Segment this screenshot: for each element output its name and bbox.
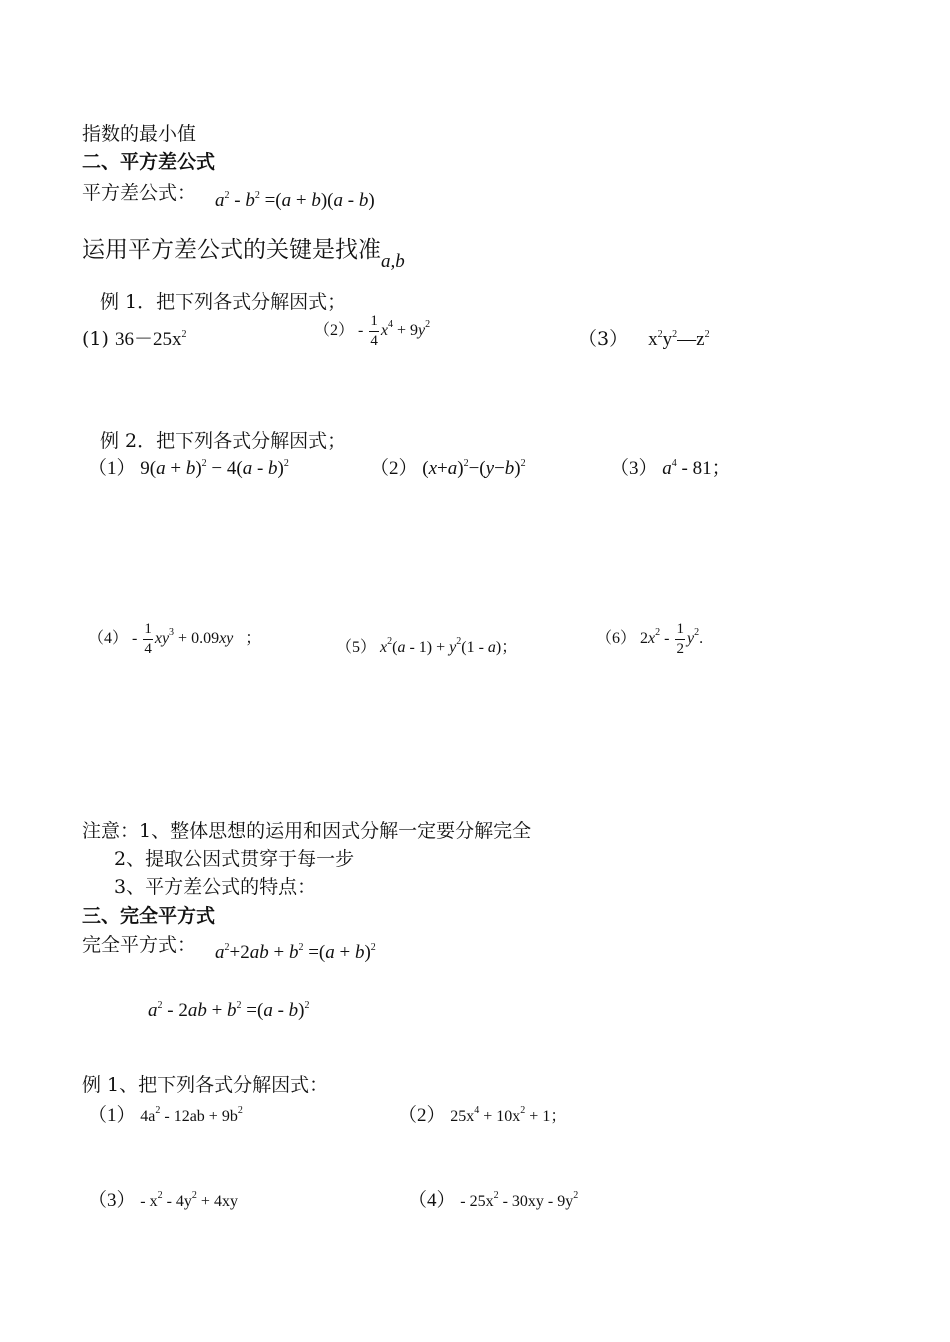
ex2-item3-label: （3）: [610, 458, 658, 479]
perfect-square-label: 完全平方式：: [82, 934, 197, 956]
ex1-item3: （3） $x^2y^2—z^2$: [578, 328, 710, 350]
s3-item4-label: （4）: [408, 1190, 456, 1211]
s3-item1-label: （1）: [88, 1105, 136, 1126]
fraction-one-half: $\frac{1}{2}$: [676, 621, 684, 657]
ex1-item1-label: (1): [82, 328, 109, 350]
ex2-item5: （5） $x^2(a - 1) + y^2(1 - a)$；: [336, 636, 518, 656]
perfect-square-formula1: $a^2+2ab + b^2 =(a + b)^2$: [215, 942, 376, 963]
ex2-item4-label: （4）: [88, 630, 129, 648]
fraction-one-quarter: $\frac{1}{4}$: [370, 313, 378, 349]
ex1-item1: [82, 324, 186, 351]
key-point-sentence: 运用平方差公式的关键是找准: [82, 237, 381, 263]
section2-heading: 二、平方差公式: [82, 151, 216, 173]
perfect-square-formula2: $a^2 - 2ab + b^2 =(a - b)^2$: [148, 1000, 310, 1021]
s3-item1: （1） $4a^2 - 12ab + 9b^2$: [88, 1105, 243, 1126]
ex1-item1-expr-text: 36－25x: [114, 329, 182, 350]
section3-heading: 三、完全平方式: [82, 905, 216, 927]
note-line1: 注意：1、整体思想的运用和因式分解一定要分解完全: [82, 820, 532, 842]
key-point-vars: a,b: [381, 251, 405, 272]
ex2-item6: （6） $2x^2$ - $\frac{1}{2}$ $y^2$.: [596, 621, 704, 657]
ex2-item1-label: （1）: [88, 458, 136, 479]
s3-item3-label: （3）: [88, 1190, 136, 1211]
diff-squares-label: 平方差公式：: [82, 182, 197, 204]
ex2-item2: （2） $(x+a)^2-(y-b)^2$: [370, 458, 526, 479]
diff-squares-formula: $a^2 - b^2 =(a + b)(a - b)$: [215, 190, 375, 211]
s3-item2-label: （2）: [398, 1105, 446, 1126]
line-min-exponent: 指数的最小值: [82, 123, 197, 145]
fraction-one-quarter-b: $\frac{1}{4}$: [144, 621, 152, 657]
ex2-title: 例 2．把下列各式分解因式；: [100, 430, 347, 452]
ex2-item1: （1） $9(a + b)^2 - 4(a - b)^2$: [88, 458, 289, 479]
ex2-item2-label: （2）: [370, 458, 418, 479]
ex2-item4: （4） - $\frac{1}{4}$ $xy^3 + 0.09xy$ ；: [88, 621, 262, 657]
s3-ex1-title: 例 1、把下列各式分解因式：: [82, 1074, 329, 1096]
ex1-title: 例 1．把下列各式分解因式；: [100, 291, 347, 313]
ex1-item2: （2） - $\frac{1}{4}$ $x^4 + 9y^2$: [314, 313, 431, 349]
key-point-text: [82, 231, 405, 272]
note-line2: 2、提取公因式贯穿于每一步: [114, 848, 355, 870]
ex1-item1-expr: $36-25x^2$: [114, 329, 187, 350]
s3-item3: $(3) - x^2 - 4y^2 + 4xy$: [88, 1190, 238, 1211]
s3-item2: （2） $25x^4 + 10x^2 + 1$；: [398, 1105, 567, 1126]
ex2-item5-label: （5）: [336, 639, 377, 656]
ex1-item3-label: （3）: [578, 328, 629, 350]
s3-item4: $(4) - 25x^2 - 30xy - 9y^2$: [408, 1190, 579, 1211]
note-line3: 3、平方差公式的特点：: [114, 876, 317, 898]
ex2-item6-label: （6）: [596, 630, 637, 648]
ex2-item3: （3） $a^4 - 81$；: [610, 458, 731, 479]
ex1-item2-label: （2）: [314, 322, 355, 340]
